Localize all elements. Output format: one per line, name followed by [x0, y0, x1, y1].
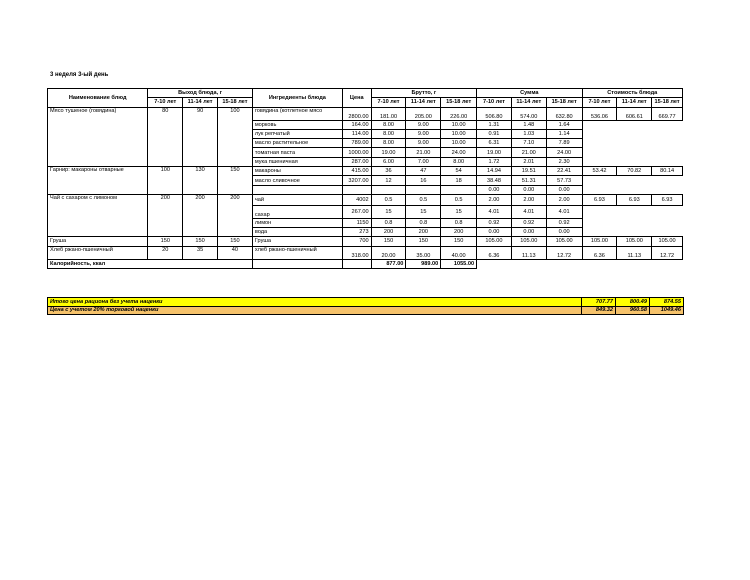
sum-cell: 19.51: [511, 167, 546, 176]
calories-blank: [342, 259, 371, 268]
brutto-cell: 0.5: [406, 194, 441, 205]
sum-cell: 1.64: [546, 120, 582, 129]
brutto-cell: 18: [441, 176, 477, 185]
price-cell: 415.00: [342, 167, 371, 176]
ingredient-cell: томатная паста: [252, 148, 342, 157]
cost-blank: [582, 120, 682, 166]
sum-cell: 0.91: [477, 129, 512, 138]
sum-cell: 57.73: [546, 176, 582, 185]
total-value: 960.58: [616, 306, 650, 315]
ingredient-cell: лук репчатый: [252, 129, 342, 138]
age-label: 7-10 лет: [371, 98, 406, 107]
sum-cell: 0.00: [511, 185, 546, 194]
total-label: Цена с учетом 20% торговой наценки: [48, 306, 582, 315]
output-cell: 80: [148, 107, 183, 166]
sum-cell: 105.00: [511, 237, 546, 246]
sum-cell: 51.31: [511, 176, 546, 185]
brutto-cell: 181.00: [371, 107, 406, 120]
brutto-cell: 6.00: [371, 157, 406, 166]
brutto-cell: 0.5: [371, 194, 406, 205]
brutto-cell: 200: [441, 227, 477, 236]
total-no-markup-row: [48, 298, 684, 307]
brutto-cell: 20.00: [371, 246, 406, 259]
brutto-cell: 0.8: [441, 218, 477, 227]
brutto-cell: [441, 185, 477, 194]
brutto-cell: 9.00: [406, 139, 441, 148]
sum-cell: 0.00: [477, 227, 512, 236]
brutto-cell: 8.00: [371, 120, 406, 129]
age-label: 11-14 лет: [406, 98, 441, 107]
price-cell: 287.00: [342, 157, 371, 166]
cost-cell: 6.93: [617, 194, 652, 205]
brutto-cell: 150: [371, 237, 406, 246]
sum-cell: 19.00: [477, 148, 512, 157]
brutto-cell: 150: [441, 237, 477, 246]
output-cell: 200: [183, 194, 218, 236]
sum-cell: 24.00: [546, 148, 582, 157]
output-cell: 35: [183, 246, 218, 259]
total-value: 707.77: [582, 298, 616, 307]
total-value: 800.49: [616, 298, 650, 307]
age-label: 15-18 лет: [217, 98, 252, 107]
price-cell: 3207.00: [342, 176, 371, 185]
total-label: Итого цена рациона без учета наценки: [48, 298, 582, 307]
brutto-cell: 15: [406, 205, 441, 218]
cost-cell: 105.00: [617, 237, 652, 246]
table-row: [48, 237, 683, 246]
sum-cell: 12.72: [546, 246, 582, 259]
ingredient-cell: морковь: [252, 120, 342, 129]
sum-cell: 105.00: [477, 237, 512, 246]
price-cell: 1150: [342, 218, 371, 227]
price-cell: 2800.00: [342, 107, 371, 120]
dish-name: Груша: [48, 237, 148, 246]
brutto-cell: 150: [406, 237, 441, 246]
header-brutto: Брутто, г: [371, 89, 476, 98]
cost-cell: 536.06: [582, 107, 617, 120]
cost-cell: 6.93: [582, 194, 617, 205]
cost-cell: 105.00: [582, 237, 617, 246]
brutto-cell: 226.00: [441, 107, 477, 120]
age-label: 15-18 лет: [652, 98, 683, 107]
sum-cell: 0.00: [546, 227, 582, 236]
sum-cell: 2.01: [511, 157, 546, 166]
brutto-cell: 205.00: [406, 107, 441, 120]
brutto-cell: 8.00: [441, 157, 477, 166]
output-cell: 150: [217, 167, 252, 195]
ingredient-cell: говядина (котлетное мясо: [252, 107, 342, 120]
ingredient-cell: вода: [252, 227, 342, 236]
cost-cell: 6.36: [582, 246, 617, 259]
price-cell: 164.00: [342, 120, 371, 129]
cost-cell: 12.72: [652, 246, 683, 259]
header-ingredients: Ингредиенты блюда: [252, 89, 342, 108]
sum-cell: 2.00: [511, 194, 546, 205]
brutto-cell: 10.00: [441, 139, 477, 148]
cost-blank: [582, 176, 682, 195]
sum-cell: 0.00: [546, 185, 582, 194]
sum-cell: 1.72: [477, 157, 512, 166]
sum-cell: 6.36: [477, 246, 512, 259]
sum-cell: 38.48: [477, 176, 512, 185]
brutto-cell: [371, 185, 406, 194]
age-label: 15-18 лет: [441, 98, 477, 107]
output-cell: 130: [183, 167, 218, 195]
table-row: [48, 194, 683, 205]
dish-name: Чай с сахаром с лимоном: [48, 194, 148, 236]
brutto-cell: 21.00: [406, 148, 441, 157]
totals-table: [47, 297, 684, 315]
cost-cell: 6.93: [652, 194, 683, 205]
output-cell: 100: [148, 167, 183, 195]
price-cell: 1000.00: [342, 148, 371, 157]
price-cell: [342, 185, 371, 194]
cost-cell: 11.13: [617, 246, 652, 259]
table-row: [48, 246, 683, 259]
age-label: 11-14 лет: [511, 98, 546, 107]
sum-cell: 1.48: [511, 120, 546, 129]
ingredient-cell: масло сливочное: [252, 176, 342, 185]
sum-cell: 11.13: [511, 246, 546, 259]
sum-cell: 506.80: [477, 107, 512, 120]
sum-cell: 0.92: [477, 218, 512, 227]
price-cell: 700: [342, 237, 371, 246]
brutto-cell: 36: [371, 167, 406, 176]
age-label: 15-18 лет: [546, 98, 582, 107]
cost-cell: 669.77: [652, 107, 683, 120]
ingredient-cell: масло растительное: [252, 139, 342, 148]
sum-cell: 2.30: [546, 157, 582, 166]
brutto-cell: 40.00: [441, 246, 477, 259]
cost-cell: 53.42: [582, 167, 617, 176]
table-row: [48, 107, 683, 120]
output-cell: 150: [217, 237, 252, 246]
brutto-cell: 47: [406, 167, 441, 176]
calories-value: 989.00: [406, 259, 441, 268]
brutto-cell: 0.8: [371, 218, 406, 227]
brutto-cell: 200: [406, 227, 441, 236]
header-row: [48, 89, 683, 98]
brutto-cell: 15: [441, 205, 477, 218]
sum-cell: 7.10: [511, 139, 546, 148]
brutto-cell: 54: [441, 167, 477, 176]
brutto-cell: 7.00: [406, 157, 441, 166]
sum-cell: 6.31: [477, 139, 512, 148]
header-cost: Стоимость блюда: [582, 89, 682, 98]
brutto-cell: 8.00: [371, 129, 406, 138]
brutto-cell: 19.00: [371, 148, 406, 157]
cost-blank: [582, 205, 682, 237]
brutto-cell: 200: [371, 227, 406, 236]
ingredient-cell: мука пшеничная: [252, 157, 342, 166]
total-value: 874.55: [650, 298, 684, 307]
brutto-cell: 12: [371, 176, 406, 185]
sum-cell: 0.92: [546, 218, 582, 227]
output-cell: 20: [148, 246, 183, 259]
calories-value: 1055.00: [441, 259, 477, 268]
calories-value: 877.00: [371, 259, 406, 268]
page-title: 3 неделя 3-ый день: [50, 72, 109, 78]
price-cell: 267.00: [342, 205, 371, 218]
brutto-cell: 15: [371, 205, 406, 218]
total-with-markup-row: [48, 306, 684, 315]
ingredient-cell: хлеб ржано-пшеничный: [252, 246, 342, 259]
age-label: 7-10 лет: [582, 98, 617, 107]
brutto-cell: 9.00: [406, 120, 441, 129]
age-label: 7-10 лет: [148, 98, 183, 107]
sum-cell: 632.80: [546, 107, 582, 120]
header-output: Выход блюда, г: [148, 89, 252, 98]
sum-cell: 4.01: [477, 205, 512, 218]
calories-blank: [477, 259, 683, 268]
brutto-cell: 35.00: [406, 246, 441, 259]
brutto-cell: 8.00: [371, 139, 406, 148]
dish-name: Гарнир: макароны отварные: [48, 167, 148, 195]
sum-cell: 2.00: [477, 194, 512, 205]
sum-cell: 4.01: [546, 205, 582, 218]
dish-name: Мясо тушеное (говядина): [48, 107, 148, 166]
table-row: [48, 167, 683, 176]
brutto-cell: 10.00: [441, 120, 477, 129]
brutto-cell: 24.00: [441, 148, 477, 157]
output-cell: 150: [148, 237, 183, 246]
ingredient-cell: чай: [252, 194, 342, 205]
output-cell: 200: [217, 194, 252, 236]
header-sum: Сумма: [477, 89, 582, 98]
sum-cell: 1.14: [546, 129, 582, 138]
age-label: 11-14 лет: [183, 98, 218, 107]
menu-table: [47, 88, 683, 269]
total-value: 1049.46: [650, 306, 684, 315]
ingredient-cell: [252, 185, 342, 194]
brutto-cell: [406, 185, 441, 194]
price-cell: 4002: [342, 194, 371, 205]
sum-cell: 22.41: [546, 167, 582, 176]
sum-cell: 0.00: [511, 227, 546, 236]
age-label: 7-10 лет: [477, 98, 512, 107]
sum-cell: 105.00: [546, 237, 582, 246]
sum-cell: 2.00: [546, 194, 582, 205]
calories-blank: [252, 259, 342, 268]
brutto-cell: 9.00: [406, 129, 441, 138]
ingredient-cell: сахар: [252, 205, 342, 218]
brutto-cell: 16: [406, 176, 441, 185]
cost-cell: 606.61: [617, 107, 652, 120]
header-price: Цена: [342, 89, 371, 108]
sum-cell: 14.94: [477, 167, 512, 176]
ingredient-cell: макароны: [252, 167, 342, 176]
sum-cell: 4.01: [511, 205, 546, 218]
sum-cell: 21.00: [511, 148, 546, 157]
sum-cell: 0.92: [511, 218, 546, 227]
price-cell: 114.00: [342, 129, 371, 138]
price-cell: 789.00: [342, 139, 371, 148]
sum-cell: 574.00: [511, 107, 546, 120]
output-cell: 40: [217, 246, 252, 259]
brutto-cell: 10.00: [441, 129, 477, 138]
ingredient-cell: лимон: [252, 218, 342, 227]
age-label: 11-14 лет: [617, 98, 652, 107]
header-dish: Наименование блюд: [48, 89, 148, 108]
output-cell: 150: [183, 237, 218, 246]
dish-name: Хлеб ржано-пшеничный: [48, 246, 148, 259]
total-value: 849.32: [582, 306, 616, 315]
sum-cell: 0.00: [477, 185, 512, 194]
brutto-cell: 0.8: [406, 218, 441, 227]
price-cell: 318.00: [342, 246, 371, 259]
sum-cell: 1.03: [511, 129, 546, 138]
output-cell: 100: [217, 107, 252, 166]
output-cell: 90: [183, 107, 218, 166]
cost-cell: 105.00: [652, 237, 683, 246]
output-cell: 200: [148, 194, 183, 236]
brutto-cell: 0.5: [441, 194, 477, 205]
sum-cell: 1.31: [477, 120, 512, 129]
ingredient-cell: Груша: [252, 237, 342, 246]
sum-cell: 7.89: [546, 139, 582, 148]
cost-cell: 70.82: [617, 167, 652, 176]
cost-cell: 80.14: [652, 167, 683, 176]
calories-label: Калорийность, ккал: [48, 259, 253, 268]
price-cell: 273: [342, 227, 371, 236]
calories-row: [48, 259, 683, 268]
